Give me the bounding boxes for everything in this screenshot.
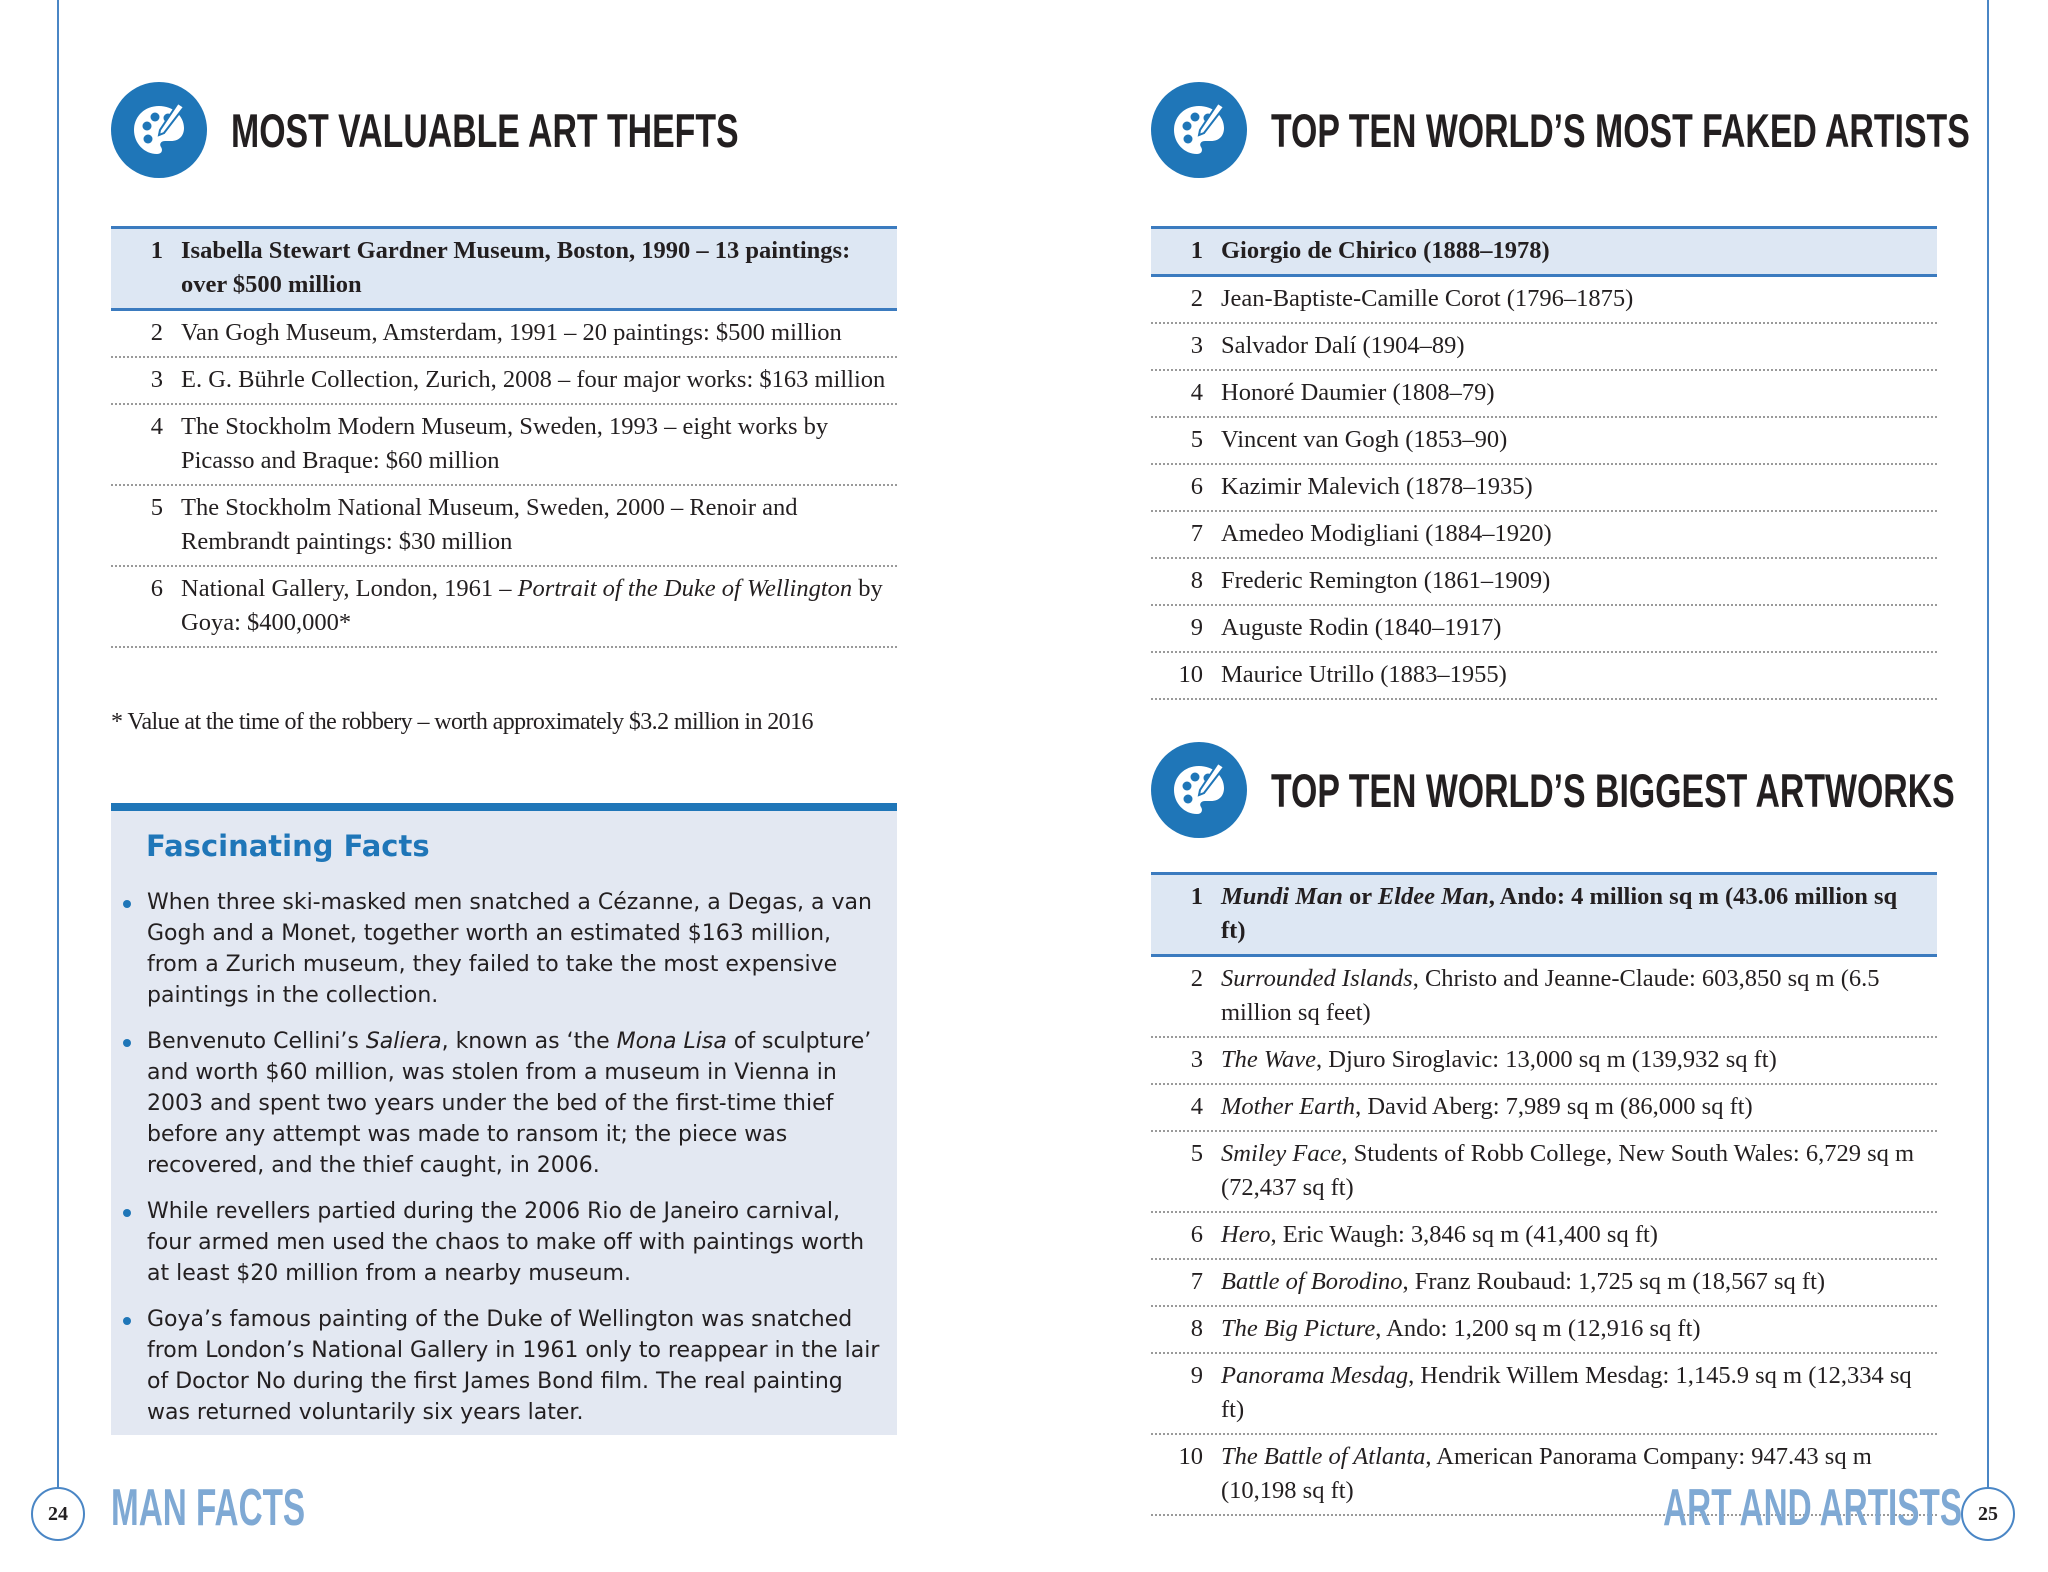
faked-artist-item [1151,512,1937,559]
faked-artist-item [1151,277,1937,324]
rank-number: 5 [1190,426,1203,453]
footnote: * Value at the time of the robbery – worth approximately $3.2 million in 2016 [111,709,813,735]
page-number: 25 [1961,1487,2015,1541]
faked-artist-item [1151,606,1937,653]
rank-text: Battle of Borodino, Franz Roubaud: 1,725 sq m (18,567 sq ft) [1221,1268,1826,1295]
section-title: MAN FACTS [111,1479,306,1537]
bullet-icon [123,1317,131,1325]
rank-text: The Stockholm National Museum, Sweden, 2000 – Renoir and Rembrandt paintings: $30 million [181,494,798,555]
rank-number: 9 [1190,1362,1203,1389]
palette-icon [1151,742,1247,838]
rank-text: Isabella Stewart Gardner Museum, Boston, 1990 – 13 paintings: over $500 million [181,237,851,298]
rank-number: 9 [1190,614,1203,641]
rank-number: 1 [1190,883,1203,910]
rank-number: 6 [1190,1221,1203,1248]
fact-text: When three ski-masked men snatched a Cézanne, a Degas, a van Gogh and a Monet, together worth an estimated $163 million, from a Zurich museum, they failed to take the most expensive paintings in the collection. [147,890,872,1008]
heading-title: MOST VALUABLE ART THEFTS [231,103,739,157]
biggest-artworks-list [1151,872,1937,1516]
fact-item [111,1196,897,1289]
rank-number: 8 [1190,1315,1203,1342]
fact-text: While revellers partied during the 2006 Rio de Janeiro carnival, four armed men used the chaos to make off with paintings worth at least $20 million from a nearby museum. [147,1199,865,1286]
rank-number: 1 [150,237,163,264]
biggest-artwork-item [1151,872,1937,957]
rank-text: Mother Earth, David Aberg: 7,989 sq m (86,000 sq ft) [1221,1093,1753,1120]
rank-text: The Wave, Djuro Siroglavic: 13,000 sq m (139,932 sq ft) [1221,1046,1777,1073]
rank-text: Jean-Baptiste-Camille Corot (1796–1875) [1221,285,1634,312]
fact-text: Goya’s famous painting of the Duke of Wellington was snatched from London’s National Gallery in 1961 only to reappear in the lair of Doctor No during the first James Bond film. The real painting was returned voluntarily six years later. [147,1307,880,1425]
art-theft-item [111,486,897,567]
rank-text: Surrounded Islands, Christo and Jeanne-Claude: 603,850 sq m (6.5 million sq feet) [1221,965,1880,1026]
heading-title: TOP TEN WORLD’S BIGGEST ARTWORKS [1271,763,1955,817]
palette-icon [1151,82,1247,178]
heading-title: TOP TEN WORLD’S MOST FAKED ARTISTS [1271,103,1970,157]
art-thefts-list [111,226,897,648]
rank-text: Hero, Eric Waugh: 3,846 sq m (41,400 sq ft) [1221,1221,1658,1248]
rank-text: Vincent van Gogh (1853–90) [1221,426,1508,453]
rank-number: 10 [1178,661,1203,688]
bullet-icon [123,1039,131,1047]
rank-text: Honoré Daumier (1808–79) [1221,379,1495,406]
rank-number: 4 [1190,1093,1203,1120]
rank-text: The Stockholm Modern Museum, Sweden, 1993 – eight works by Picasso and Braque: $60 million [181,413,829,474]
fact-item [111,887,897,1011]
rank-text: Mundi Man or Eldee Man, Ando: 4 million sq m (43.06 million sq ft) [1221,883,1898,944]
heading-biggest-artworks [1151,742,2048,838]
faked-artist-item [1151,226,1937,277]
biggest-artwork-item [1151,957,1937,1038]
biggest-artwork-item [1151,1213,1937,1260]
art-theft-item [111,567,897,648]
biggest-artwork-item [1151,1038,1937,1085]
rank-number: 7 [1190,520,1203,547]
rank-text: Van Gogh Museum, Amsterdam, 1991 – 20 paintings: $500 million [181,319,842,346]
biggest-artwork-item [1151,1260,1937,1307]
rank-number: 4 [150,413,163,440]
rank-text: Auguste Rodin (1840–1917) [1221,614,1502,641]
rank-number: 7 [1190,1268,1203,1295]
faked-artist-item [1151,324,1937,371]
rank-number: 8 [1190,567,1203,594]
faked-artist-item [1151,559,1937,606]
faked-artist-item [1151,465,1937,512]
heading-faked-artists [1151,82,2048,178]
rank-number: 5 [150,494,163,521]
faked-artist-item [1151,418,1937,465]
biggest-artwork-item [1151,1307,1937,1354]
facts-list [111,887,897,1443]
rank-number: 10 [1178,1443,1203,1470]
margin-rule [57,0,59,1490]
rank-number: 6 [150,575,163,602]
page-number: 24 [31,1487,85,1541]
rank-text: Maurice Utrillo (1883–1955) [1221,661,1507,688]
biggest-artwork-item [1151,1354,1937,1435]
rank-number: 5 [1190,1140,1203,1167]
rank-number: 2 [1190,285,1203,312]
faked-artist-item [1151,653,1937,700]
rank-number: 1 [1190,237,1203,264]
fact-text: Benvenuto Cellini’s Saliera, known as ‘the Mona Lisa of sculpture’ and worth $60 million, was stolen from a museum in Vienna in 2003 and spent two years under the bed of the first-time thief before any attempt was made to ransom it; the piece was recovered, and the thief caught, in 2006. [147,1029,872,1178]
rank-text: Kazimir Malevich (1878–1935) [1221,473,1533,500]
rank-text: The Battle of Atlanta, American Panorama Company: 947.43 sq m (10,198 sq ft) [1221,1443,1872,1504]
rank-text: National Gallery, London, 1961 – Portrait of the Duke of Wellington by Goya: $400,000* [181,575,883,636]
rank-number: 3 [1190,1046,1203,1073]
art-theft-item [111,405,897,486]
rank-text: E. G. Bührle Collection, Zurich, 2008 – four major works: $163 million [181,366,886,393]
art-theft-item [111,311,897,358]
rank-text: Amedeo Modigliani (1884–1920) [1221,520,1552,547]
biggest-artwork-item [1151,1132,1937,1213]
section-title: ART AND ARTISTS [1663,1479,1962,1537]
art-theft-item [111,358,897,405]
fact-item [111,1026,897,1181]
rank-number: 3 [150,366,163,393]
faked-artists-list [1151,226,1937,700]
facts-title: Fascinating Facts [146,829,430,863]
faked-artist-item [1151,371,1937,418]
art-theft-item [111,226,897,311]
rank-number: 2 [1190,965,1203,992]
right-page [1024,0,2048,1572]
rank-number: 4 [1190,379,1203,406]
rank-text: Panorama Mesdag, Hendrik Willem Mesdag: 1,145.9 sq m (12,334 sq ft) [1221,1362,1912,1423]
fact-item [111,1304,897,1428]
rank-text: Salvador Dalí (1904–89) [1221,332,1465,359]
heading-art-thefts [111,82,936,178]
rank-number: 2 [150,319,163,346]
bullet-icon [123,900,131,908]
rank-text: Smiley Face, Students of Robb College, New South Wales: 6,729 sq m (72,437 sq ft) [1221,1140,1915,1201]
biggest-artwork-item [1151,1085,1937,1132]
rank-text: The Big Picture, Ando: 1,200 sq m (12,916 sq ft) [1221,1315,1701,1342]
bullet-icon [123,1209,131,1217]
rank-text: Giorgio de Chirico (1888–1978) [1221,237,1550,264]
rank-number: 6 [1190,473,1203,500]
rank-text: Frederic Remington (1861–1909) [1221,567,1551,594]
palette-icon [111,82,207,178]
fascinating-facts-box [111,803,897,1435]
rank-number: 3 [1190,332,1203,359]
